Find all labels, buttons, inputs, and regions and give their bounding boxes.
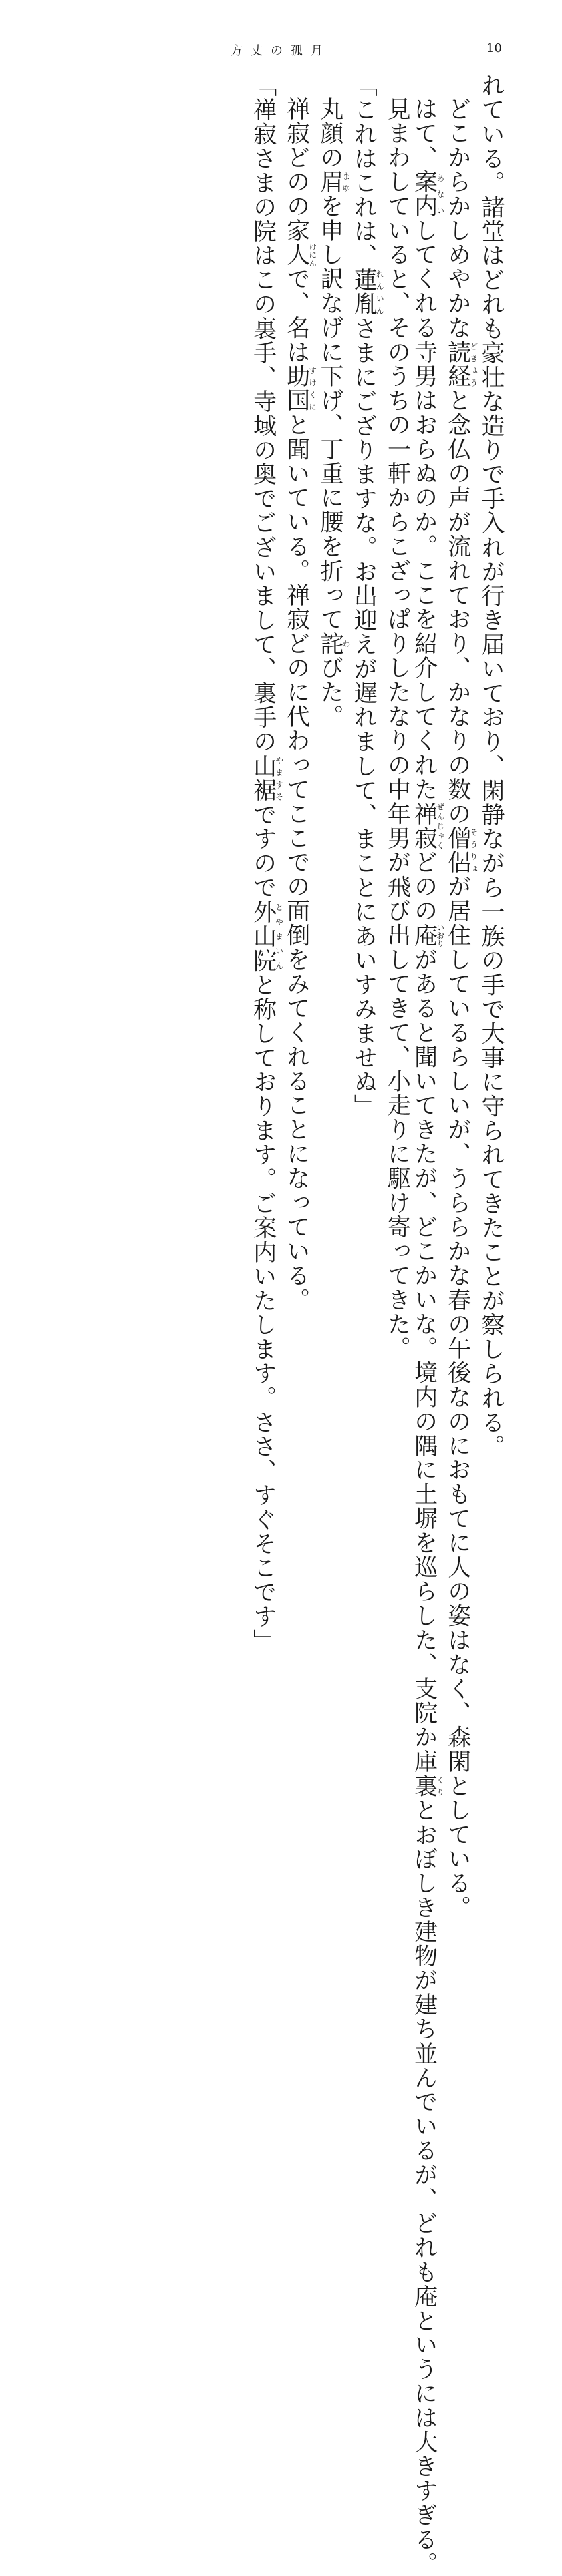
text-run: どこからかしめやかな — [444, 97, 471, 340]
text-run: 「禅寂さまの院はこの裏手、寺域の奥でございまして、裏手の — [249, 73, 277, 755]
text-run: さまにござりますな。お出迎えが遅れまして、まことにあいすみませぬ」 — [350, 316, 378, 1119]
ruby-text: 蓮胤れんいん — [350, 268, 385, 317]
page-number: 10 — [486, 41, 502, 55]
ruby-text: 眉まゆ — [316, 170, 351, 194]
text-run: を申し訳なげに下げ、丁重に腰を折って — [316, 194, 343, 632]
paragraph — [283, 73, 317, 1313]
dialogue-paragraph — [249, 73, 284, 1654]
ruby-text: 案内あない — [410, 170, 445, 219]
ruby-text: 僧侶そうりょ — [444, 826, 478, 875]
ruby-text: 人けにん — [283, 242, 317, 267]
text-run: してくれる寺男はおらぬのか。ここを紹介してくれた — [410, 218, 438, 802]
ruby-text: 裏くり — [410, 1773, 445, 1799]
text-run: と念仏の声が流れており、かなりの数の — [444, 388, 471, 827]
text-run: 丸顔の — [316, 97, 343, 170]
paragraph — [384, 73, 411, 1361]
paragraph — [444, 73, 478, 1920]
ruby-text: 読経どきょう — [444, 340, 478, 389]
text-run: どのの — [410, 850, 438, 923]
ruby-text: 禅寂ぜんじゃく — [410, 801, 445, 851]
paragraph — [410, 73, 445, 2576]
vertical-text-body — [63, 73, 505, 2576]
text-run: と聞いている。禅寂どのに代わってここでの面倒をみてくれることになっている。 — [283, 413, 310, 1313]
ruby-text: 詫わ — [316, 631, 351, 656]
dialogue-paragraph — [350, 73, 385, 1119]
text-run: 禅寂どのの家 — [283, 97, 310, 243]
ruby-text: 外山院とやまいん — [249, 899, 284, 973]
text-run: とおぼしき建物が建ち並んでいるが、どれも庵というには大きすぎる。 — [410, 1798, 438, 2576]
text-run: 見まわしていると、そのうちの一軒からこざっぱりしたなりの中年男が飛び出してきて、小走りに駆け寄ってきた。 — [384, 97, 411, 1361]
text-run: びた。 — [316, 656, 343, 729]
text-run: れている。諸堂はどれも豪壮な造りで手入れが行き届いており、閑静ながら一族の手で大事に守られてきたことが察しられる。 — [478, 73, 505, 1459]
text-run: 「これはこれは、 — [350, 73, 378, 268]
ruby-text: 山裾やますそ — [249, 754, 284, 803]
text-run: で、名は — [283, 266, 310, 365]
text-run: があると聞いてきたが、どこかいな。境内の隅に土塀を巡らした、支院か庫 — [410, 947, 438, 1774]
text-run: はて、 — [410, 97, 438, 170]
text-run: が居住しているらしいが、うららかな春の午後なのにおもてに人の姿はなく、森閑としている。 — [444, 874, 471, 1920]
text-run: ですので — [249, 803, 277, 900]
paragraph — [478, 73, 505, 1459]
text-run: と称しております。ご案内いたします。ささ、すぐそこです」 — [249, 972, 277, 1654]
paragraph — [317, 73, 350, 781]
running-header — [0, 41, 562, 61]
ruby-text: 助国すけくに — [283, 364, 317, 413]
book-title: 方丈の孤月 — [231, 44, 331, 58]
ruby-text: 庵いおり — [410, 923, 445, 948]
